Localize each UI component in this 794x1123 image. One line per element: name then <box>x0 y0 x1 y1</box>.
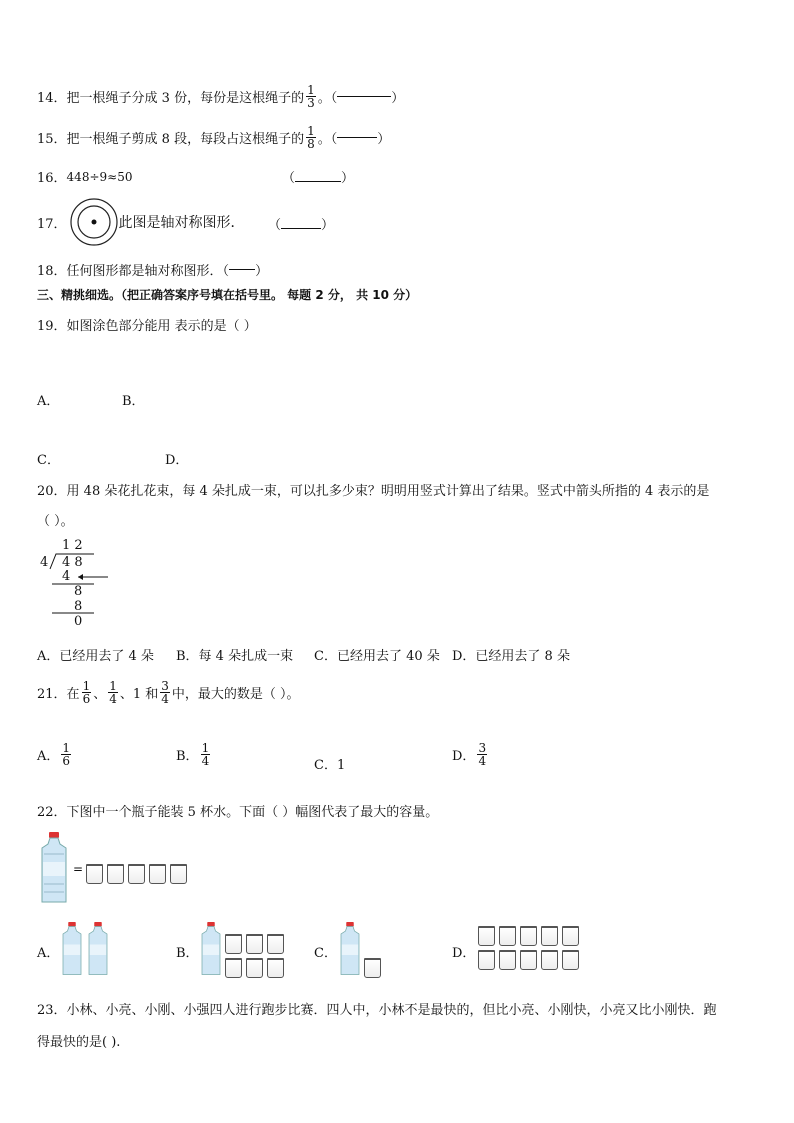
question-number: 20． <box>37 484 67 499</box>
dividend: 4 8 <box>62 555 83 570</box>
question-number: 18． <box>37 264 67 279</box>
cup-icon <box>225 958 242 978</box>
option-c[interactable]: C． <box>314 946 337 961</box>
question-text: 下图中一个瓶子能装 5 杯水。下面（ ）幅图代表了最大的容量。 <box>66 805 439 820</box>
cup-icon <box>499 926 516 946</box>
cup-icon <box>246 934 263 954</box>
fraction: $\frac{1}{4}$ <box>201 741 210 768</box>
option-c[interactable]: C．1 <box>314 758 346 773</box>
water-bottle-icon <box>38 832 70 904</box>
question-number: 14． <box>37 91 67 106</box>
division-lines <box>38 537 118 629</box>
cup-icon <box>520 926 537 946</box>
question-18: 18． 任何图形都是轴对称图形．（ ） <box>37 260 268 279</box>
cup-icon <box>246 958 263 978</box>
option-d[interactable]: D． <box>452 946 476 961</box>
cup-icon <box>128 864 145 884</box>
question-number: 22． <box>37 805 67 820</box>
cup-icon <box>499 950 516 970</box>
cup-icon <box>149 864 166 884</box>
fraction: $\frac{1}{6}$ <box>82 679 91 706</box>
question-text: 此图是轴对称图形． <box>118 215 245 231</box>
option-d[interactable]: D．已经用去了 8 朵 <box>452 649 570 664</box>
answer-blank[interactable] <box>295 181 341 182</box>
cup-icon <box>86 864 103 884</box>
cup-icon <box>541 926 558 946</box>
cup-icon <box>267 934 284 954</box>
cups-group <box>86 864 196 884</box>
water-bottle-icon <box>86 920 110 978</box>
option-b[interactable]: B． $\frac{1}{4}$ <box>176 741 210 768</box>
water-bottle-icon <box>60 920 84 978</box>
step-3: 8 <box>74 599 83 614</box>
option-b[interactable]: B．每 4 朵扎成一束 <box>176 649 294 664</box>
question-23-cont: 得最快的是( ). <box>37 1035 121 1050</box>
option-c[interactable]: C．已经用去了 40 朵 <box>314 649 440 664</box>
option-a[interactable]: A．已经用去了 4 朵 <box>37 649 154 664</box>
option-a[interactable]: A． <box>37 394 60 409</box>
option-c[interactable]: C． <box>37 453 60 468</box>
equals-sign: = <box>73 862 84 876</box>
answer-blank[interactable] <box>337 137 377 138</box>
question-number: 21． <box>37 687 67 702</box>
answer-blank[interactable] <box>337 96 391 97</box>
water-bottle-icon <box>199 920 223 978</box>
fraction: $\frac{1}{6}$ <box>62 741 71 768</box>
fraction: $\frac{3}{4}$ <box>478 741 487 768</box>
cup-icon <box>562 950 579 970</box>
option-b[interactable]: B． <box>176 946 199 961</box>
fraction: $\frac{3}{4}$ <box>161 679 169 706</box>
cup-icon <box>170 864 187 884</box>
question-16-answer: （ ） <box>282 171 355 186</box>
question-number: 19． <box>37 319 67 334</box>
cup-icon <box>562 926 579 946</box>
answer-blank[interactable] <box>281 228 321 229</box>
cup-icon <box>541 950 558 970</box>
long-division-diagram <box>38 537 118 629</box>
step-1: 4 <box>62 569 71 584</box>
question-text: 把一根绳子分成 3 份，每份是这根绳子的 <box>66 91 305 106</box>
fraction: $\frac{1}{4}$ <box>109 679 117 706</box>
cup-icon <box>520 950 537 970</box>
concentric-circles-icon <box>69 197 119 247</box>
question-text: 448÷9≈50 <box>66 169 133 184</box>
question-20 <box>37 480 709 499</box>
question-number: 17． <box>37 216 67 232</box>
question-17 <box>37 197 245 247</box>
question-17-answer: （ ） <box>268 218 335 233</box>
remainder: 0 <box>74 614 83 629</box>
question-23 <box>37 999 717 1018</box>
question-21: 21． 在 $\frac{1}{6}$ 、 $\frac{1}{4}$ 、1 和 $\frac{3}{4}$ 中，最大的数是（ ）。 <box>37 679 300 706</box>
option-d[interactable]: D． $\frac{3}{4}$ <box>452 741 487 768</box>
question-text: 把一根绳子剪成 8 段，每段占这根绳子的 <box>66 132 305 147</box>
question-15: 15． 把一根绳子剪成 8 段，每段占这根绳子的 $\frac{1}{8}$ 。（ ） <box>37 124 391 151</box>
cups-group <box>364 958 388 978</box>
cups-group <box>225 934 291 978</box>
water-bottle-icon <box>338 920 362 978</box>
question-22 <box>37 801 438 820</box>
answer-blank[interactable] <box>229 269 255 270</box>
cups-group <box>478 926 588 970</box>
question-16 <box>37 167 132 186</box>
cup-icon <box>364 958 381 978</box>
quotient: 1 2 <box>62 538 83 553</box>
cup-icon <box>478 926 495 946</box>
question-number: 15． <box>37 132 67 147</box>
cup-icon <box>267 958 284 978</box>
question-number: 23． <box>37 1003 67 1018</box>
cup-icon <box>107 864 124 884</box>
question-text: 小林、小亮、小刚、小强四人进行跑步比赛．四人中，小林不是最快的，但比小亮、小刚快，小亮又比小刚快．跑 <box>66 1003 717 1018</box>
question-text: 如图涂色部分能用 表示的是（ ） <box>66 319 257 334</box>
question-14: 14． 把一根绳子分成 3 份，每份是这根绳子的 $\frac{1}{3}$ 。（ ） <box>37 83 405 110</box>
question-text: 任何图形都是轴对称图形．（ <box>66 264 230 279</box>
divisor: 4 <box>40 555 49 570</box>
step-2: 8 <box>74 584 83 599</box>
fraction: $\frac{1}{8}$ <box>307 124 315 151</box>
option-d[interactable]: D． <box>165 453 189 468</box>
question-20-cont: （ ）。 <box>37 514 74 529</box>
cup-icon <box>225 934 242 954</box>
question-19 <box>37 315 257 334</box>
section-title: 三、精挑细选。（把正确答案序号填在括号里。 每题 2 分， 共 10 分） <box>37 288 418 302</box>
cup-icon <box>478 950 495 970</box>
question-number: 16． <box>37 171 67 186</box>
option-a[interactable]: A． <box>37 946 60 961</box>
question-text: 用 48 朵花扎花束，每 4 朵扎成一束，可以扎多少束？明明用竖式计算出了结果。竖式中箭头所指的 4 表示的是 <box>66 484 710 499</box>
option-a[interactable]: A． $\frac{1}{6}$ <box>37 741 71 768</box>
option-b[interactable]: B． <box>122 394 145 409</box>
fraction: $\frac{1}{3}$ <box>307 83 315 110</box>
